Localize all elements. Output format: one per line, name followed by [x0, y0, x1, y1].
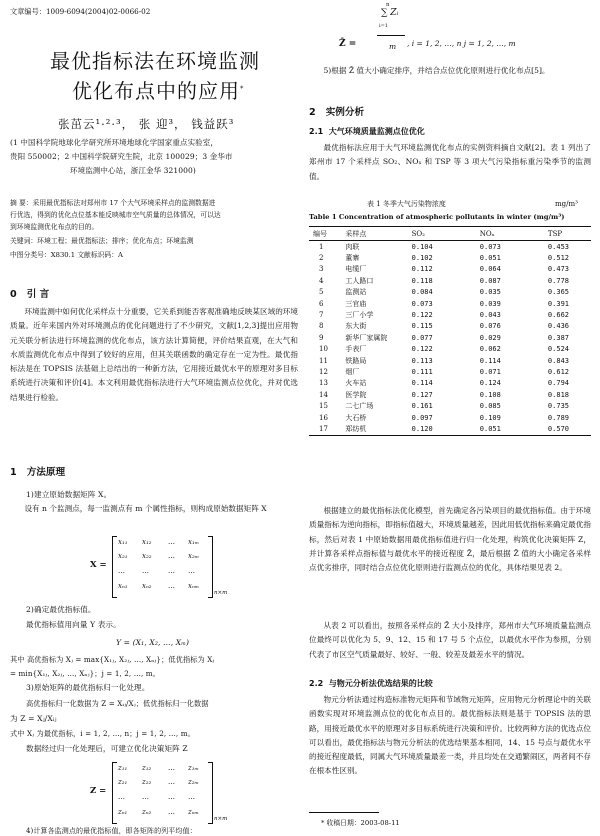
cell-so2: 0.073 [411, 299, 433, 308]
cell-site: 东大街 [345, 322, 367, 331]
cell-so2: 0.084 [411, 288, 433, 297]
cell-tsp: 0.524 [547, 345, 569, 354]
cell-id: 4 [319, 276, 324, 285]
cell-so2: 0.122 [411, 311, 433, 320]
cell-id: 16 [319, 413, 328, 422]
cell-nox: 0.064 [479, 265, 501, 274]
matrix-cell: z₁₂ [142, 764, 152, 772]
table-row [309, 389, 591, 400]
cell-nox: 0.108 [479, 390, 501, 399]
table-row [309, 264, 591, 275]
cell-so2: 0.112 [411, 265, 433, 274]
cell-id: 17 [309, 423, 339, 435]
matrix-cell: … [118, 793, 125, 801]
cell-so2: 0.102 [411, 254, 433, 263]
cell-tsp: 0.436 [547, 322, 569, 331]
section-2-2-text: 物元分析法通过构造标准物元矩阵和节域物元矩阵，应用物元分析理论中的关联函数实现对环境监测点位的优化布点目的。最优指标法则是基于 TOPSIS 法的思路，用接近最优水平的原理对多目标系统进行决策和评价。比较两种方法的优选点位可以看出，最优指标法与物元分析法的优选结果基本相同，14、15 号点与最优水平的接近程度最低，同属大气环境质量最差一类，并且均处在交通繁闹区，两者间不存在根本性区别。 [309, 695, 591, 776]
authors: 张茁云¹·²·³， 张 迎³， 钱益跃³ [58, 117, 235, 131]
cell-site: 手表厂 [345, 345, 367, 354]
cell-site: 董寨 [345, 254, 360, 263]
cell-nox: 0.039 [479, 299, 501, 308]
cell-id: 3 [319, 265, 324, 274]
matrix-cell: … [168, 764, 175, 772]
denominator: m [389, 42, 397, 51]
matrix-x-lhs: X = [90, 560, 107, 570]
table-row [309, 309, 591, 320]
step-2: 2)确定最优指标值。 [26, 605, 96, 614]
cell-site: 新华厂家属院 [345, 333, 388, 342]
table-header-row [309, 227, 591, 241]
cell-site: 二七广场 [345, 402, 374, 411]
table-unit: mg/m³ [555, 200, 578, 208]
cell-nox: 0.029 [479, 333, 501, 342]
step-4: 4)计算各监测点的最优指标值，即各矩阵的列平均值： [26, 827, 197, 835]
section-2-2-heading: 2.2 与物元分析法优选结果的比较 [309, 679, 433, 688]
matrix-cell: z₁ₘ [188, 764, 199, 772]
cell-so2: 0.111 [411, 367, 433, 376]
cell-tsp: 0.365 [547, 288, 569, 297]
matrix-cell: xₙₘ [188, 582, 200, 590]
cell-nox: 0.109 [479, 413, 501, 422]
table-row [309, 287, 591, 298]
analysis-paragraph-1: 根据建立的最优指标法优化模型，首先确定各污染项目的最优指标值。由于环境质量指标为逆向指标，即指标值越大，环境质量越差，因此用低优指标来确定最优指标，然后对表 1 中原始数据用最优指标值进行归一化处理，构筑优化决策矩阵 Z，并计算各采样点指标值与最优水平的接近程度 Z̄，最后根据 Z̄ 值的大小确定各采样点优劣排序，同时结合点位优化原则进行监测点位的优化，具体结果见表 2。 [309, 506, 591, 573]
cell-tsp: 0.391 [547, 299, 569, 308]
matrix-z-bracket-left [112, 762, 117, 824]
cell-nox: 0.076 [479, 322, 501, 331]
cell-nox: 0.062 [479, 345, 501, 354]
matrix-x-bracket-left [112, 536, 117, 598]
affiliation-line-3: 环境监测中心站，浙江金华 321000) [70, 166, 196, 175]
step-3: 3)原始矩阵的最优指标归一化处理。 [26, 683, 150, 692]
section-0-heading: 0 引 言 [10, 289, 50, 300]
matrix-cell: x₁₁ [118, 538, 128, 546]
matrix-cell: … [188, 793, 195, 801]
matrix-cell: x₁ₘ [188, 538, 200, 546]
cell-id: 11 [319, 356, 328, 365]
table-row [309, 412, 591, 423]
matrix-x [90, 536, 240, 598]
table-caption-en: Table 1 Concentration of atmospheric pollutants in winter (mg/m³) [309, 213, 565, 221]
cell-site: 肉联 [345, 242, 360, 251]
affiliation-line-2: 贵阳 550002；2 中国科学院研究生院，北京 100029；3 金华市 [10, 152, 233, 161]
table-row [309, 366, 591, 377]
matrix-cell: … [168, 567, 175, 575]
matrix-cell: x₂₁ [118, 552, 128, 560]
cell-tsp: 0.453 [547, 242, 569, 251]
cell-tsp: 0.612 [547, 367, 569, 376]
matrix-cell: … [168, 582, 175, 590]
matrix-z-bracket-right [208, 762, 213, 824]
classification: 中图分类号：X830.1 文献标识码：A [10, 251, 123, 259]
cell-id: 7 [319, 311, 324, 320]
matrix-cell: … [168, 778, 175, 786]
matrix-cell: … [188, 567, 195, 575]
cell-nox: 0.051 [464, 423, 532, 435]
sum-lower: i=1 [379, 23, 388, 29]
cell-site: 烟厂 [345, 367, 360, 376]
title-line-2: 优化布点中的应用* [72, 79, 245, 103]
table-row [309, 344, 591, 355]
header-nox: NOₓ [464, 227, 532, 241]
data-table [309, 226, 591, 436]
matrix-cell: z₂ₘ [188, 778, 199, 786]
cell-tsp: 0.778 [547, 276, 569, 285]
keywords: 关键词：环境工程；最优指标法；排序；优化布点；环境监测 [10, 237, 194, 245]
table-row [309, 400, 591, 411]
cell-nox: 0.114 [479, 356, 501, 365]
cell-tsp: 0.794 [547, 379, 569, 388]
sum-symbol: ∑ Zᵢ [381, 8, 399, 18]
section-2-1-heading: 2.1 大气环境质量监测点位优化 [309, 127, 425, 136]
cell-nox: 0.051 [479, 254, 501, 263]
matrix-z-dim: n×m [214, 816, 228, 822]
analysis-paragraph-2: 从表 2 可以看出，按照各采样点的 Z̄ 大小及排序，郑州市大气环境质量监测点位最终可以优化为 5、9、12、15 和 17 号 5 个点位，以最优水平作为参照，分别代表了市区空气质量最好、较好、一般、较差及最差水平的情况。 [309, 621, 591, 659]
step-5: 5)根据 Z̄ 值大小确定排序，并结合点位优化原则进行优化布点[5]。 [323, 66, 550, 75]
matrix-cell: xₙ₁ [118, 582, 128, 590]
cell-tsp: 0.818 [547, 390, 569, 399]
cell-so2: 0.122 [411, 345, 433, 354]
cell-id: 10 [319, 345, 328, 354]
table-caption-cn: 表 1 冬季大气污染物浓度 [367, 200, 446, 208]
cell-site: 火车站 [345, 379, 367, 388]
matrix-cell: x₁₂ [142, 538, 152, 546]
footnote-rule [309, 812, 379, 813]
header-so2: SO₂ [396, 227, 464, 241]
cell-tsp: 0.473 [547, 265, 569, 274]
section-2-1-text: 最优指标法应用于大气环境监测优化布点的实例资料摘自文献[2]。表 1 列出了郑州市 17 个采样点 SO₂、NOₓ 和 TSP 等 3 项大气污染指标重污染季节的监测值。 [309, 143, 591, 181]
matrix-x-bracket-right [208, 536, 213, 598]
cell-so2: 0.114 [411, 379, 433, 388]
cell-id: 8 [319, 322, 324, 331]
cell-tsp: 0.512 [547, 254, 569, 263]
article-number: 文章编号：1009-6094(2004)02-0066-02 [10, 7, 151, 16]
matrix-cell: z₂₂ [142, 778, 152, 786]
matrix-cell: … [168, 808, 175, 816]
step-3-line-b: 为 Z = Xⱼ/Xᵢⱼ [10, 714, 57, 723]
matrix-cell: z₁₁ [118, 764, 128, 772]
cell-site: 三厂小学 [345, 311, 374, 320]
table-row [309, 241, 591, 253]
table-row [309, 298, 591, 309]
cell-site: 医学院 [345, 390, 367, 399]
cell-id: 6 [319, 299, 324, 308]
section-1-heading: 1 方法原理 [10, 467, 66, 478]
cell-site: 工人路口 [345, 276, 374, 285]
cell-nox: 0.087 [479, 276, 501, 285]
cell-so2: 0.097 [411, 413, 433, 422]
zbar-lhs: Z̄ = [339, 39, 357, 49]
cell-nox: 0.035 [479, 288, 501, 297]
table-row [309, 275, 591, 286]
matrix-cell: zₙ₂ [142, 808, 152, 816]
cell-id: 9 [319, 333, 324, 342]
step-3-line-d: 数据经过归一化处理后，可建立优化决策矩阵 Z [26, 744, 188, 753]
matrix-x-dim: n×m [214, 590, 228, 596]
cell-site: 铁路局 [345, 356, 367, 365]
cell-tsp: 0.387 [547, 333, 569, 342]
zbar-conditions: , i = 1, 2, …, n j = 1, 2, …, m [407, 39, 516, 48]
table-row [309, 252, 591, 263]
affiliation-line-1: (1 中国科学院地球化学研究所环境地球化学国家重点实验室， [10, 138, 218, 147]
section-0-text: 环境监测中如何优化采样点十分重要，它关系到能否客观准确地反映某区域的环境质量。近年来国内外对环境测点的优化问题进行了不少研究，文献[1,2,3]提出应用物元关联分析法进行环境监测的优化布点，该方法计算简便，评价结果直观，在大气和水质监测优化布点中得到了较好的应用，但其关联函数的确定存在一定为性。最优指标法是在 TOPSIS 法基础上总结出的一种新方法，它用接近最优水平的原理对多目标系统进行决策和评价[4]。本文利用最优指标法进行大气环境监测点位优化，并对优选结果进行检验。 [10, 307, 298, 402]
fraction-bar [377, 35, 405, 36]
cell-so2: 0.077 [411, 333, 433, 342]
cell-tsp: 0.789 [547, 413, 569, 422]
cell-so2: 0.115 [411, 322, 433, 331]
matrix-cell: … [168, 538, 175, 546]
step-2-text: 最优指标值用向量 Y 表示。 [26, 620, 121, 629]
cell-id: 15 [319, 402, 328, 411]
cell-tsp: 0.570 [532, 423, 591, 435]
cell-id: 5 [319, 288, 324, 297]
matrix-cell: … [142, 567, 149, 575]
step-2-line-a: 其中 高优指标为 Xⱼ = max{X₁ⱼ, X₂ⱼ, …, Xₙⱼ}；低优指标为 Xⱼ [10, 655, 215, 664]
matrix-cell: z₂₁ [118, 778, 128, 786]
matrix-cell: … [168, 793, 175, 801]
cell-tsp: 0.843 [547, 356, 569, 365]
matrix-cell: zₙₘ [188, 808, 199, 816]
cell-site: 电缆厂 [345, 265, 367, 274]
matrix-z [90, 762, 240, 824]
table-row [309, 423, 591, 435]
cell-site: 郑纺机 [339, 423, 395, 435]
matrix-cell: … [118, 567, 125, 575]
cell-id: 1 [319, 242, 324, 251]
section-2-heading: 2 实例分析 [309, 107, 365, 118]
cell-tsp: 0.662 [547, 311, 569, 320]
matrix-cell: x₂ₘ [188, 552, 200, 560]
matrix-z-lhs: Z = [90, 786, 107, 796]
table-row [309, 355, 591, 366]
cell-so2: 0.113 [411, 356, 433, 365]
abstract-line-2: 行优选，得到的优化点位基本能反映城市空气质量的总体情况，可以达 [10, 211, 221, 219]
matrix-cell: xₙ₂ [142, 582, 152, 590]
header-site: 采样点 [339, 227, 395, 241]
sum-upper: n [386, 2, 390, 8]
step-1-text: 设有 n 个监测点，每一监测点有 m 个属性指标，则构成原始数据矩阵 X [24, 504, 267, 513]
cell-nox: 0.124 [479, 379, 501, 388]
cell-id: 2 [319, 254, 324, 263]
abstract-line-3: 到环境监测优化布点的目的。 [10, 223, 99, 231]
title-line-1: 最优指标法在环境监测 [50, 49, 260, 73]
step-1: 1)建立原始数据矩阵 X。 [26, 490, 112, 499]
cell-id: 13 [319, 379, 328, 388]
matrix-cell: … [168, 552, 175, 560]
matrix-cell: zₙ₁ [118, 808, 128, 816]
cell-so2: 0.161 [411, 402, 433, 411]
header-tsp: TSP [532, 227, 591, 241]
cell-site: 监测站 [345, 288, 367, 297]
cell-id: 14 [319, 390, 328, 399]
cell-site: 三官庙 [345, 299, 367, 308]
step-3-line-a: 高优指标归一化数据为 Z = Xᵢⱼ/Xⱼ；低优指标归一化数据 [26, 699, 209, 708]
footnote: * 收稿日期：2003-08-11 [321, 819, 400, 827]
step-3-line-c: 式中 Xⱼ 为最优指标，i = 1, 2, …, n；j = 1, 2, …, m。 [10, 729, 195, 738]
cell-so2: 0.127 [411, 390, 433, 399]
matrix-cell: x₂₂ [142, 552, 152, 560]
cell-nox: 0.071 [479, 367, 501, 376]
abstract-line-1: 摘 要：采用最优指标法对郑州市 17 个大气环境采样点的监测数据进 [10, 199, 216, 207]
cell-tsp: 0.735 [547, 402, 569, 411]
cell-site: 大石桥 [345, 413, 367, 422]
header-id: 编号 [309, 227, 339, 241]
table-row [309, 321, 591, 332]
cell-id: 12 [319, 367, 328, 376]
matrix-cell: … [142, 793, 149, 801]
step-2-line-b: = min{X₁ⱼ, X₂ⱼ, …, Xₙⱼ}；j = 1, 2, …, m。 [10, 669, 160, 678]
cell-nox: 0.043 [479, 311, 501, 320]
cell-so2: 0.120 [396, 423, 464, 435]
cell-so2: 0.104 [411, 242, 433, 251]
cell-nox: 0.073 [479, 242, 501, 251]
cell-so2: 0.118 [411, 276, 433, 285]
table-row [309, 378, 591, 389]
table-row [309, 332, 591, 343]
equation-y: Y = (X₁, X₂, …, Xₘ) [116, 638, 190, 647]
cell-nox: 0.085 [479, 402, 501, 411]
